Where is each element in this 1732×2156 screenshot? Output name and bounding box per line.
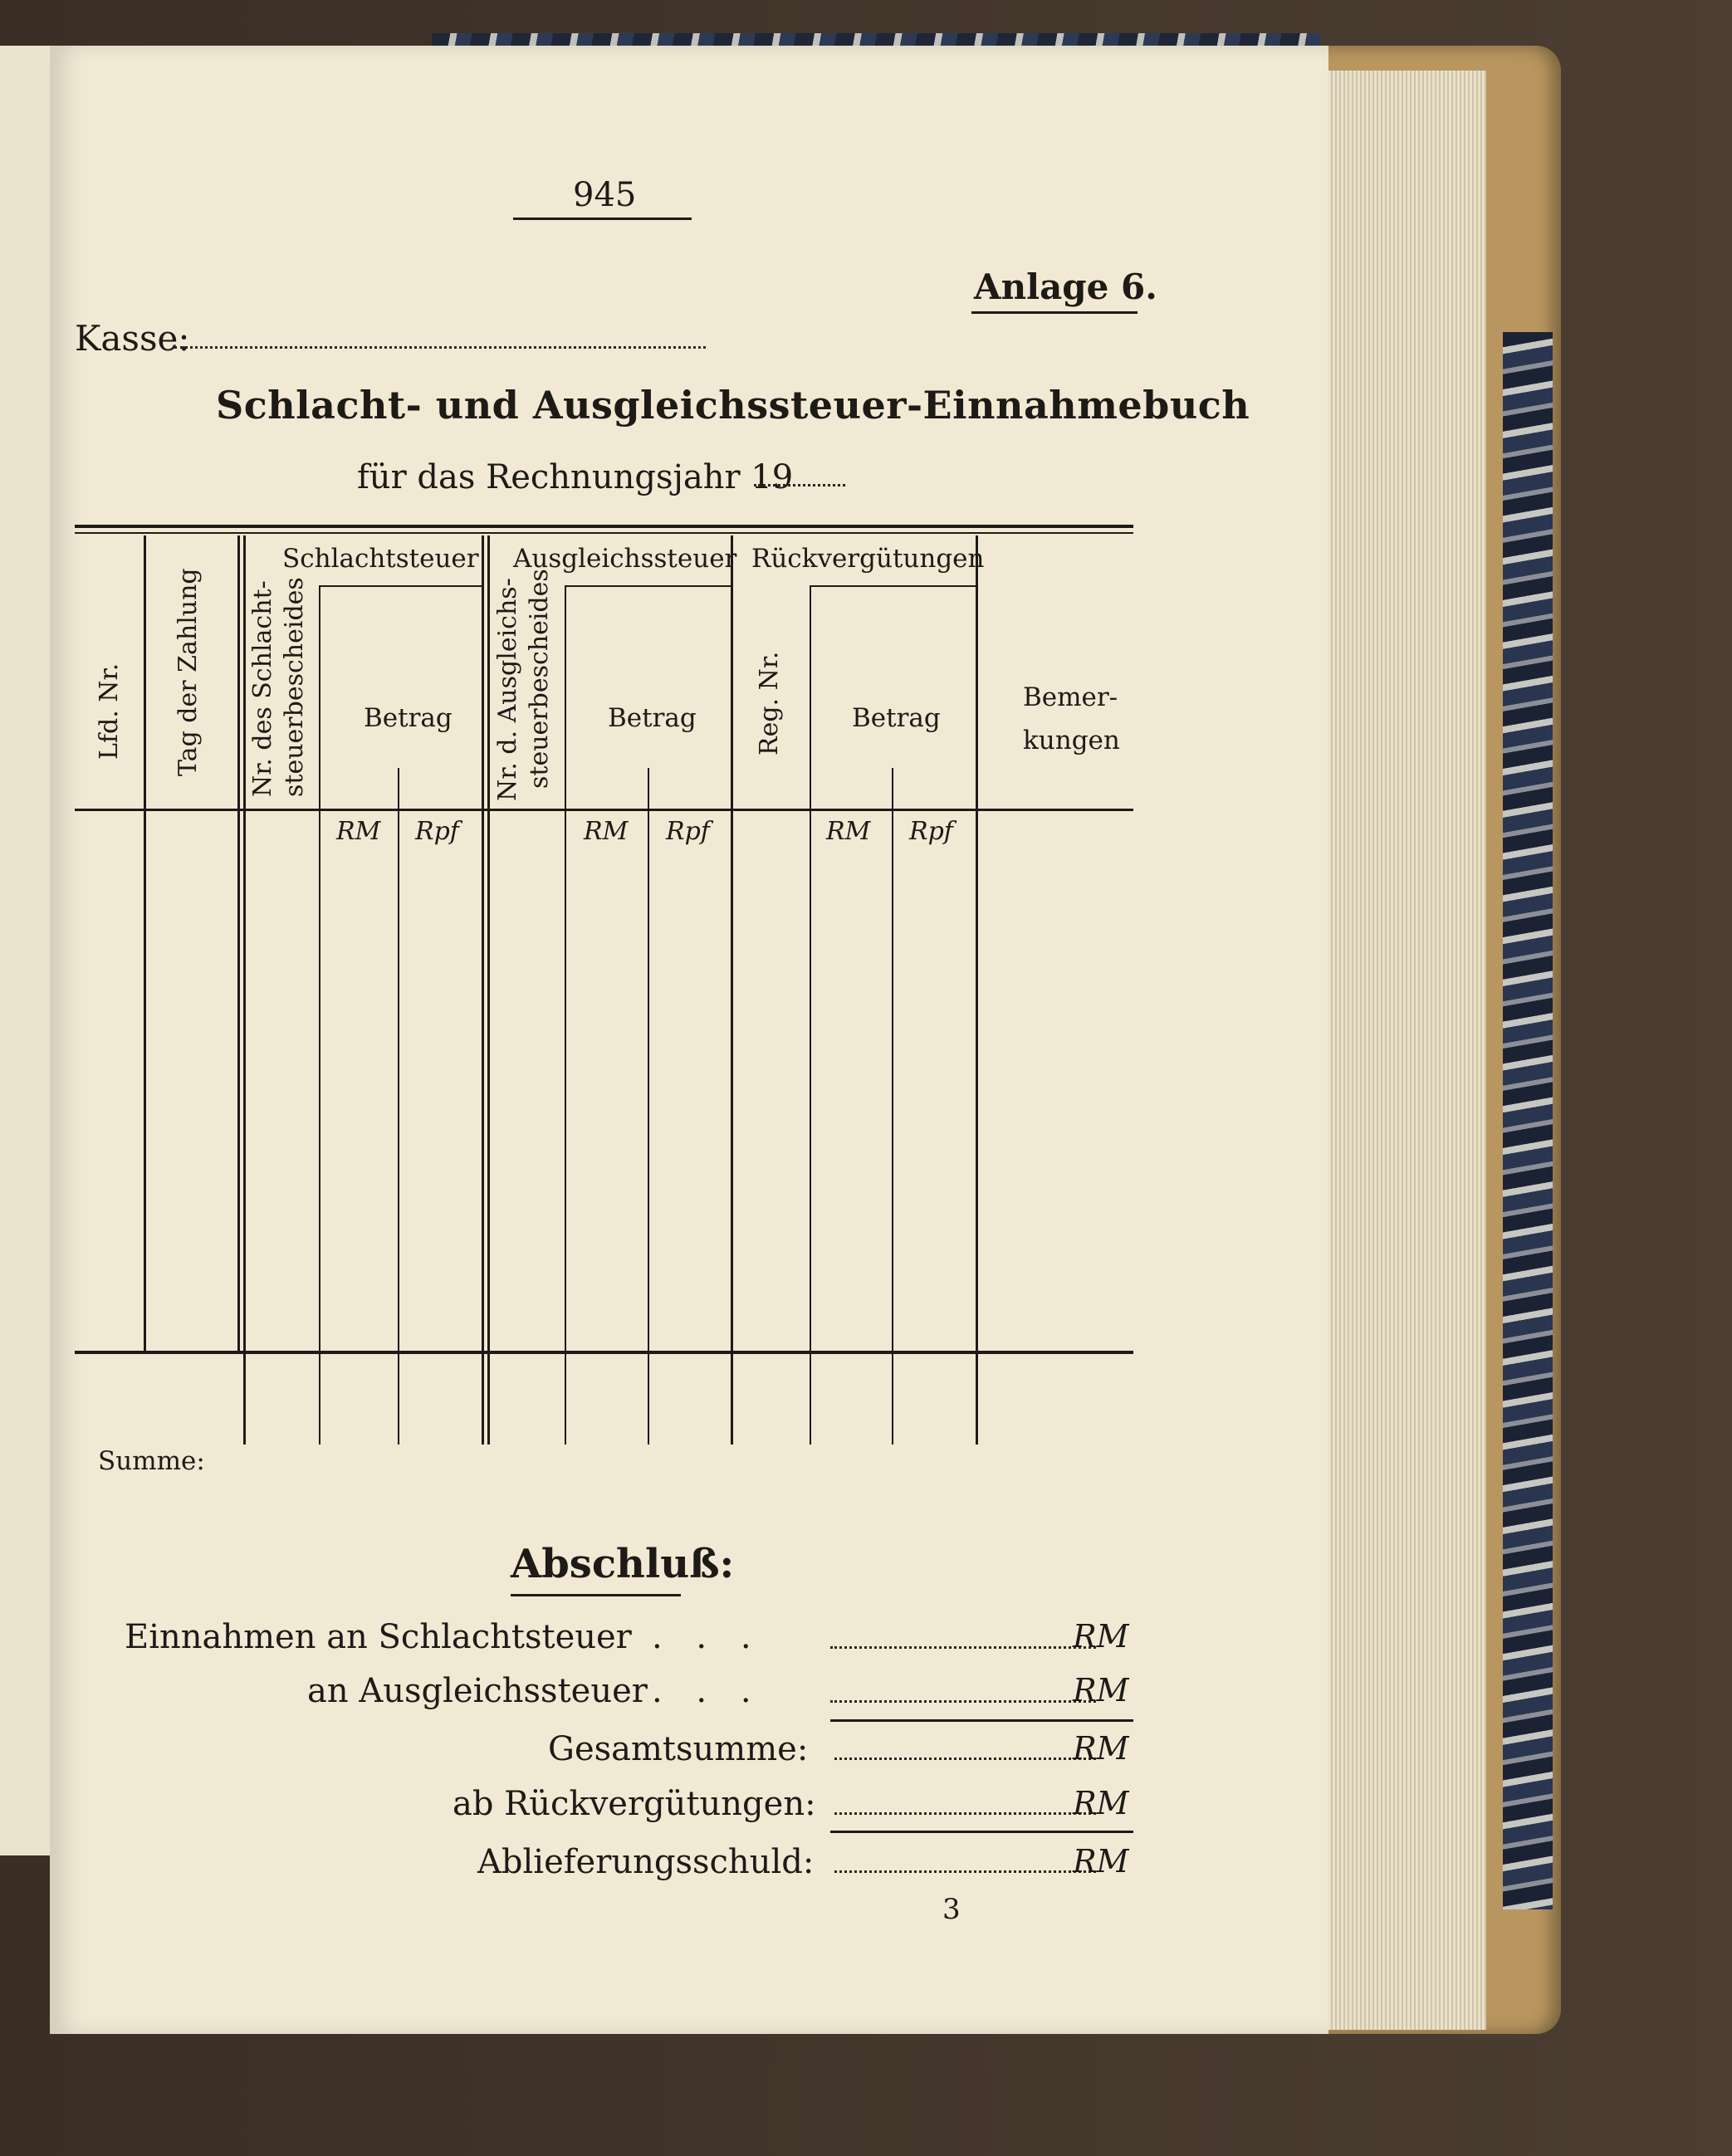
- rpf-ausgl: Rpf: [666, 817, 710, 846]
- col-line: [976, 535, 978, 1445]
- book-title: Schlacht- und Ausgleichssteuer-Einnahmebuch: [216, 383, 1250, 428]
- header-bemerkungen-1: Bemer-: [1023, 682, 1118, 712]
- header-nr-schlacht-1: Nr. des Schlacht-: [248, 580, 277, 797]
- page-number: 945: [573, 176, 637, 214]
- col-line: [482, 535, 484, 1445]
- group-rule: [810, 585, 976, 587]
- table-header-bottom: [75, 809, 1133, 811]
- einnahmen-ausgl-dots: . . .: [652, 1672, 763, 1710]
- col-line: [648, 768, 649, 1445]
- header-nr-schlacht-2: steuerbescheides: [280, 577, 309, 797]
- betrag-ausgl: Betrag: [608, 703, 697, 733]
- header-tag-der-zahlung: Tag der Zahlung: [174, 568, 203, 776]
- col-line: [565, 585, 566, 1445]
- ab-rueck-label: ab Rückvergütungen:: [453, 1785, 816, 1823]
- rpf-rueck: Rpf: [909, 817, 953, 846]
- ablieferung-label: Ablieferungsschuld:: [477, 1843, 815, 1881]
- marbled-edge: [1503, 332, 1553, 1909]
- einnahmen-ausgl-rm: RM: [1073, 1672, 1129, 1709]
- summe-label: Summe:: [98, 1446, 205, 1476]
- col-line: [731, 535, 733, 1445]
- kasse-dotted-line: [174, 346, 706, 349]
- annex-rule: [971, 311, 1138, 314]
- page: [50, 46, 1328, 2034]
- gesamtsumme-line: [834, 1758, 1096, 1760]
- col-line: [237, 535, 240, 1353]
- rpf-schlacht: Rpf: [415, 817, 459, 846]
- col-line: [319, 585, 320, 1445]
- book-subtitle: für das Rechnungsjahr 19: [357, 458, 794, 496]
- abschluss-underline: [511, 1594, 681, 1596]
- table-top-rule-2: [75, 532, 1133, 534]
- ab-rueck-rm: RM: [1073, 1785, 1129, 1821]
- col-line: [892, 768, 893, 1445]
- rm-ausgl: RM: [584, 817, 629, 846]
- header-reg-nr: Reg. Nr.: [755, 651, 784, 755]
- einnahmen-schlacht-dots: . . .: [652, 1618, 763, 1656]
- rm-schlacht: RM: [336, 817, 381, 846]
- col-line: [144, 535, 146, 1353]
- header-nr-ausgl-1: Nr. d. Ausgleichs-: [493, 578, 522, 801]
- annex-label: Anlage 6.: [974, 266, 1157, 307]
- gesamtsumme-rm: RM: [1073, 1730, 1129, 1767]
- einnahmen-schlacht-label: Einnahmen an Schlachtsteuer: [125, 1618, 632, 1656]
- col-line: [398, 768, 399, 1445]
- rm-rueck: RM: [826, 817, 871, 846]
- einnahmen-schlacht-line: [830, 1646, 1096, 1649]
- abschluss-final-rule: [830, 1831, 1133, 1833]
- einnahmen-schlacht-rm: RM: [1073, 1618, 1129, 1655]
- ablieferung-line: [834, 1870, 1096, 1873]
- table-body-bottom: [75, 1351, 1133, 1354]
- group-rule: [565, 585, 731, 587]
- header-lfd-nr: Lfd. Nr.: [95, 662, 124, 760]
- ablieferung-rm: RM: [1073, 1843, 1129, 1880]
- group-rule: [319, 585, 482, 587]
- header-nr-ausgl-2: steuerbescheides: [525, 569, 554, 789]
- abschluss-heading: Abschluß:: [511, 1541, 735, 1587]
- einnahmen-ausgl-line: [830, 1700, 1096, 1703]
- footer-number: 3: [942, 1893, 961, 1926]
- header-bemerkungen-2: kungen: [1023, 726, 1120, 755]
- betrag-rueck: Betrag: [852, 703, 941, 733]
- gesamtsumme-label: Gesamtsumme:: [548, 1730, 809, 1768]
- header-schlachtsteuer: Schlachtsteuer: [282, 544, 479, 574]
- abschluss-sum-rule: [830, 1719, 1133, 1722]
- header-ausgleichssteuer: Ausgleichssteuer: [513, 544, 737, 574]
- col-line: [810, 585, 811, 1445]
- col-line: [243, 535, 246, 1445]
- ab-rueck-line: [834, 1812, 1096, 1815]
- year-dotted-line: [754, 484, 845, 486]
- col-line: [487, 535, 490, 1445]
- page-number-rule: [513, 218, 692, 220]
- table-top-rule: [75, 525, 1133, 528]
- kasse-label: Kasse:: [75, 318, 190, 359]
- header-rueckverguetungen: Rückvergütungen: [751, 544, 985, 574]
- betrag-schlacht: Betrag: [364, 703, 453, 733]
- einnahmen-ausgl-label: an Ausgleichssteuer: [307, 1672, 648, 1710]
